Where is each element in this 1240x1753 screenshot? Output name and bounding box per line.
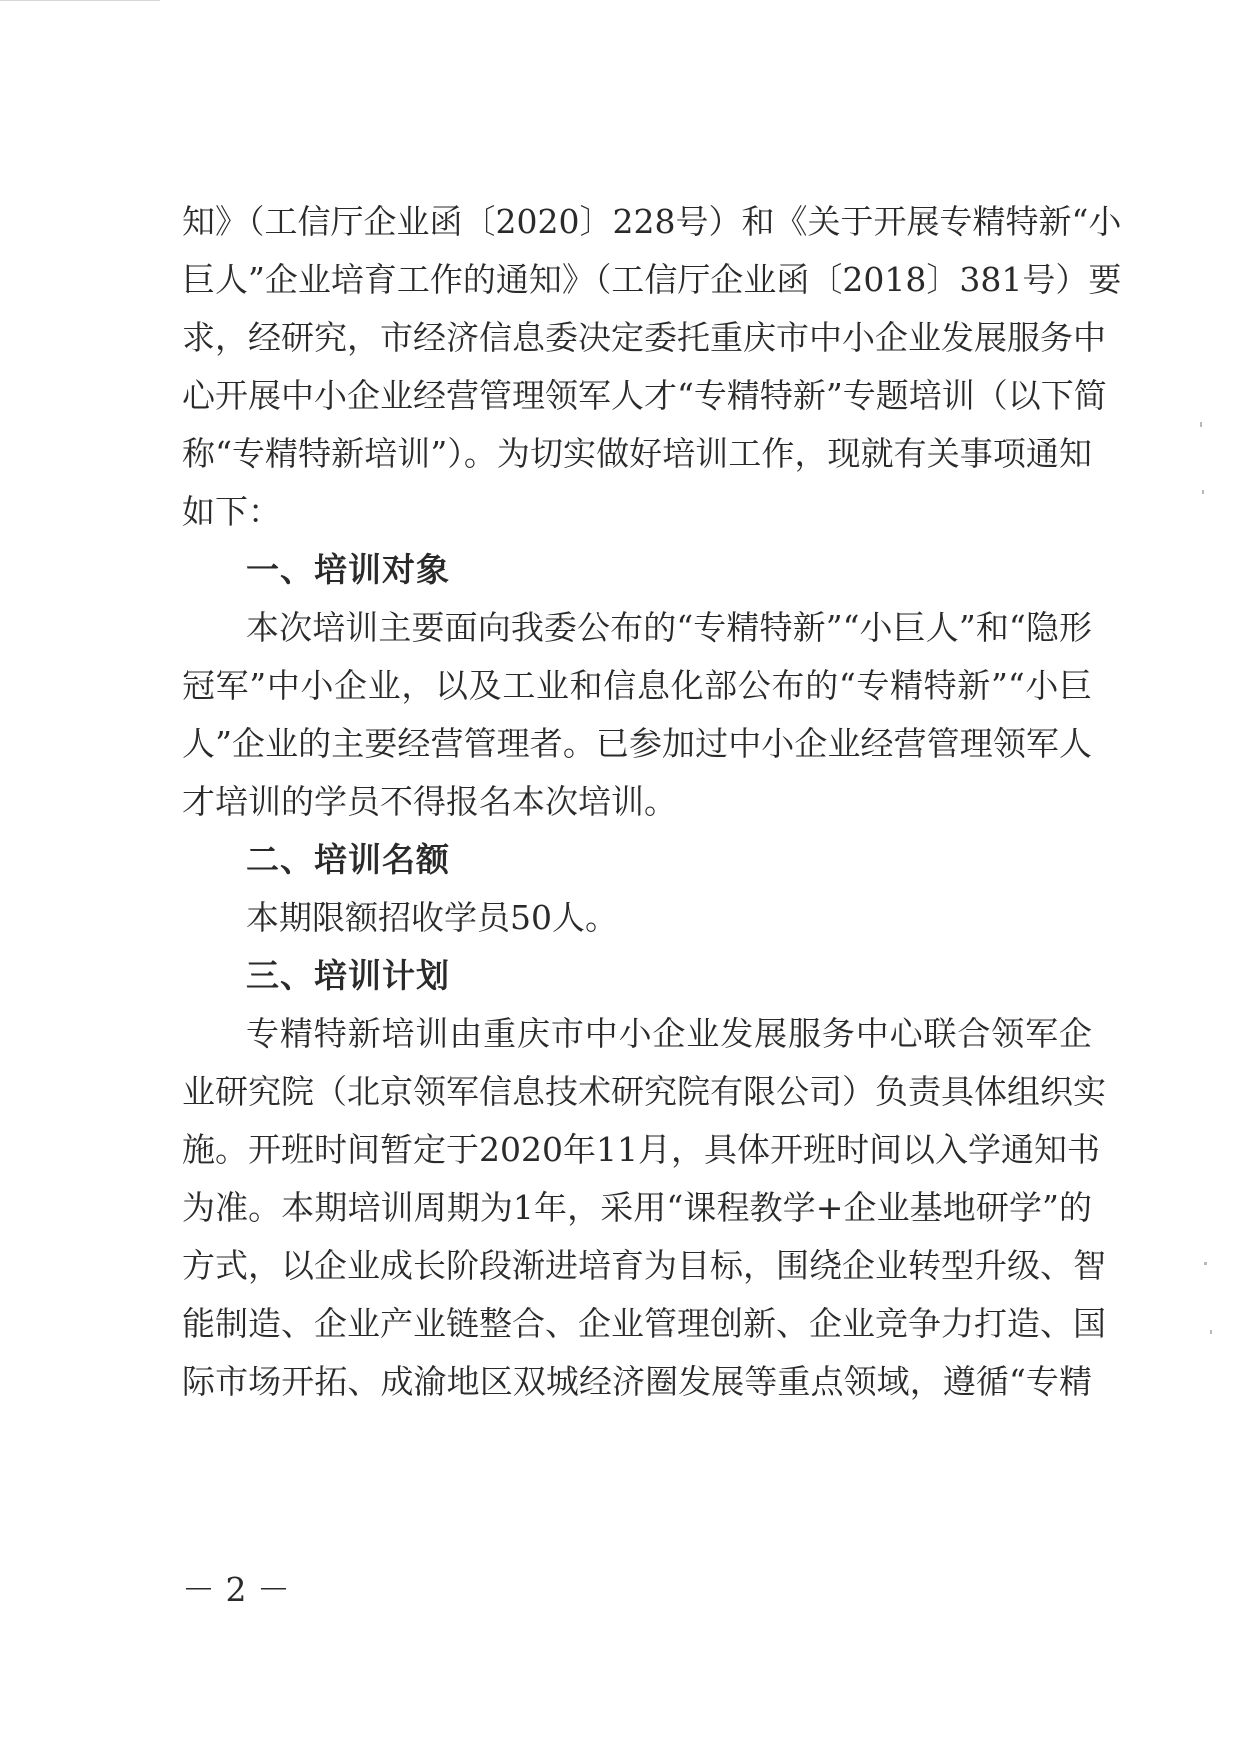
paragraph-line: 业研究院（北京领军信息技术研究院有限公司）负责具体组织实 <box>182 1072 1106 1111</box>
paragraph-line: 心开展中小企业经营管理领军人才“专精特新”专题培训（以下简 <box>182 376 1107 415</box>
paragraph-line: 才培训的学员不得报名本次培训。 <box>182 782 677 821</box>
paragraph-line: 能制造、企业产业链整合、企业管理创新、企业竞争力打造、国 <box>182 1304 1106 1343</box>
paragraph-line: 知》（工信厅企业函〔2020〕228号）和《关于开展专精特新“小 <box>182 202 1122 241</box>
paragraph-line: 本次培训主要面向我委公布的“专精特新”“小巨人”和“隐形 <box>246 608 1092 647</box>
paragraph-line: 如下： <box>182 492 281 531</box>
scan-artifact <box>1210 1330 1212 1334</box>
paragraph-line: 冠军”中小企业，以及工业和信息化部公布的“专精特新”“小巨 <box>182 666 1092 705</box>
paragraph-line: 施。开班时间暂定于2020年11月，具体开班时间以入学通知书 <box>182 1130 1100 1169</box>
paragraph-line: 求，经研究，市经济信息委决定委托重庆市中小企业发展服务中 <box>182 318 1106 357</box>
paragraph-line: 称“专精特新培训”）。为切实做好培训工作，现就有关事项通知 <box>182 434 1092 473</box>
paragraph-line: 巨人”企业培育工作的通知》（工信厅企业函〔2018〕381号）要 <box>182 260 1122 299</box>
paragraph-line: 方式，以企业成长阶段渐进培育为目标，围绕企业转型升级、智 <box>182 1246 1106 1285</box>
scan-artifact <box>1202 490 1204 494</box>
paragraph-line: 专精特新培训由重庆市中小企业发展服务中心联合领军企 <box>246 1014 1092 1053</box>
scan-artifact <box>1204 1262 1207 1265</box>
section-heading: 二、培训名额 <box>246 840 450 879</box>
paragraph-line: 人”企业的主要经营管理者。已参加过中小企业经营管理领军人 <box>182 724 1092 763</box>
paragraph-line: 际市场开拓、成渝地区双城经济圈发展等重点领域，遵循“专精 <box>182 1362 1092 1401</box>
paragraph-line: 为准。本期培训周期为1年，采用“课程教学+企业基地研学”的 <box>182 1188 1092 1227</box>
scan-artifact <box>1200 422 1202 427</box>
section-heading: 一、培训对象 <box>246 550 450 589</box>
page-number: － 2 － <box>182 1570 290 1609</box>
scan-edge <box>0 0 160 1</box>
paragraph-line: 本期限额招收学员50人。 <box>246 898 618 937</box>
section-heading: 三、培训计划 <box>246 956 450 995</box>
